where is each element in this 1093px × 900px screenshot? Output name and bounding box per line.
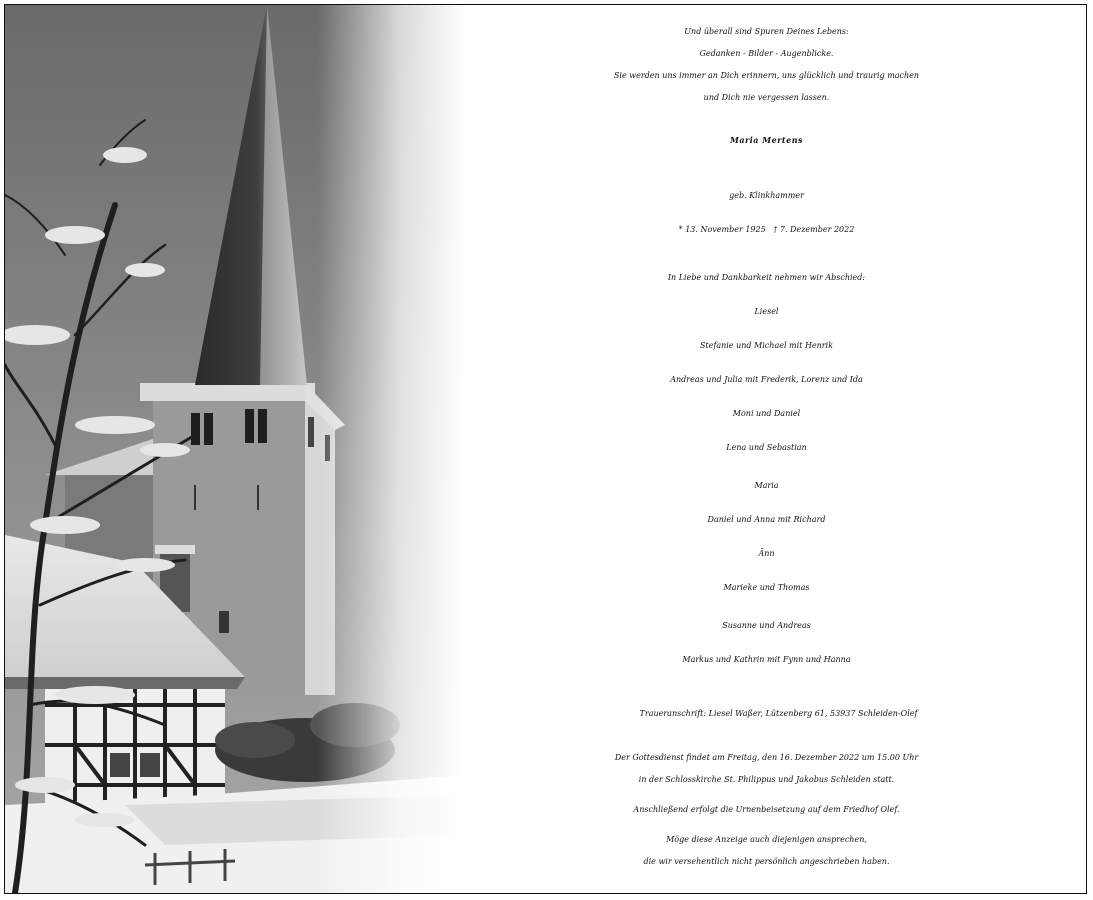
- obituary-text: [445, 5, 1087, 893]
- obituary-notice: [4, 4, 1087, 894]
- poem-line: Und überall sind Spuren Deines Lebens:: [684, 27, 849, 36]
- deceased-name: Maria Mertens: [729, 135, 804, 145]
- family-member: Änn: [758, 549, 775, 558]
- service-line: Anschließend erfolgt die Urnenbeisetzung auf dem Friedhof Olef.: [633, 805, 900, 814]
- service-line: die wir versehentlich nicht persönlich angeschrieben haben.: [643, 857, 890, 866]
- maiden-name: geb. Klinkhammer: [729, 191, 804, 200]
- family-member: Stefanie und Michael mit Henrik: [699, 341, 834, 350]
- family-member: Maria: [754, 481, 779, 490]
- family-member: Daniel und Anna mit Richard: [707, 515, 826, 524]
- family-member: Marieke und Thomas: [723, 583, 810, 592]
- family-member: Moni und Daniel: [732, 409, 801, 418]
- service-line: Möge diese Anzeige auch diejenigen ansprechen,: [666, 835, 867, 844]
- family-member: Liesel: [754, 307, 779, 316]
- family-member: Andreas und Julia mit Frederik, Lorenz und Ida: [670, 375, 863, 384]
- poem-line: Sie werden uns immer an Dich erinnern, uns glücklich und traurig machen: [613, 71, 920, 80]
- poem-line: Gedanken - Bilder - Augenblicke.: [699, 49, 834, 58]
- farewell-intro: In Liebe und Dankbarkeit nehmen wir Abschied:: [667, 273, 866, 282]
- service-line: in der Schlosskirche St. Philippus und Jakobus Schleiden statt.: [638, 775, 895, 784]
- church-illustration: [5, 5, 465, 893]
- service-line: Der Gottesdienst findet am Freitag, den 16. Dezember 2022 um 15.00 Uhr: [614, 753, 919, 762]
- family-member: Markus und Kathrin mit Fynn und Hanna: [682, 655, 851, 664]
- family-member: Lena und Sebastian: [726, 443, 807, 452]
- life-dates: * 13. November 1925 † 7. Dezember 2022: [678, 225, 855, 234]
- family-member: Susanne und Andreas: [722, 621, 811, 630]
- mourning-address: Traueranschrift: Liesel Waßer, Lützenberg 61, 53937 Schleiden-Olef: [639, 709, 918, 718]
- church-winter-photo: [5, 5, 465, 893]
- poem-line: und Dich nie vergessen lassen.: [703, 93, 830, 102]
